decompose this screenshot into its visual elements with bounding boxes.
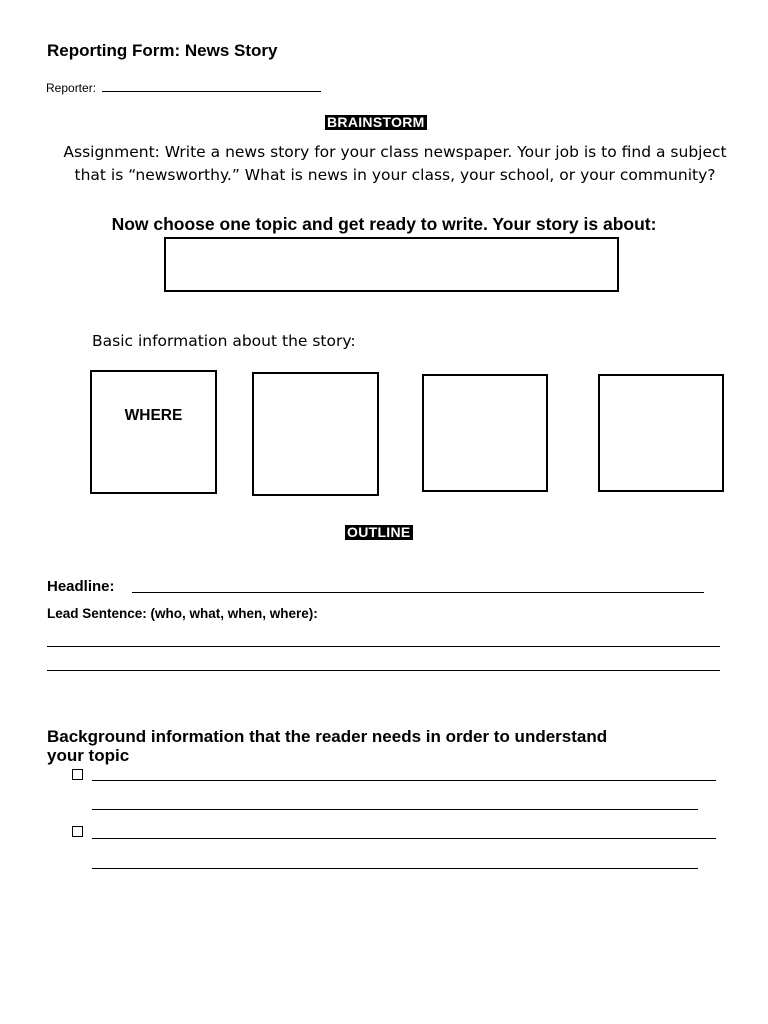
reporter-label: Reporter:	[46, 81, 97, 95]
background-item-1-checkbox[interactable]	[72, 769, 83, 780]
lead-sentence-line-1[interactable]	[47, 646, 720, 647]
background-item-1-line-2[interactable]	[92, 809, 698, 810]
reporter-field	[46, 79, 321, 95]
background-heading: Background information that the reader needs in order to understand your topic	[47, 727, 608, 765]
headline-label: Headline:	[47, 578, 115, 595]
lead-sentence-label: Lead Sentence: (who, what, when, where):	[47, 606, 318, 621]
form-title: Reporting Form: News Story	[47, 41, 278, 60]
assignment-line-2: that is “newsworthy.” What is news in your class, your school, or your community?	[74, 166, 716, 184]
brainstorm-banner: BRAINSTORM	[327, 114, 425, 130]
basic-info-label: Basic information about the story:	[92, 332, 356, 350]
info-box-2[interactable]	[252, 372, 379, 496]
info-box-3[interactable]	[422, 374, 548, 492]
lead-sentence-line-2[interactable]	[47, 670, 720, 671]
background-item-1-line-1[interactable]	[92, 780, 716, 781]
background-item-2-line-2[interactable]	[92, 868, 698, 869]
where-label: WHERE	[124, 407, 183, 424]
assignment-line-1: Assignment: Write a news story for your class newspaper. Your job is to find a subject	[63, 143, 727, 161]
background-item-2-line-1[interactable]	[92, 838, 716, 839]
outline-banner: OUTLINE	[347, 524, 411, 540]
topic-input-box[interactable]	[164, 237, 619, 292]
reporter-input[interactable]	[102, 79, 321, 92]
assignment-text	[60, 141, 730, 187]
background-item-2-checkbox[interactable]	[72, 826, 83, 837]
choose-topic-heading: Now choose one topic and get ready to write. Your story is about:	[111, 214, 657, 234]
headline-input[interactable]	[132, 592, 704, 593]
info-box-4[interactable]	[598, 374, 724, 492]
where-box[interactable]	[90, 370, 217, 494]
